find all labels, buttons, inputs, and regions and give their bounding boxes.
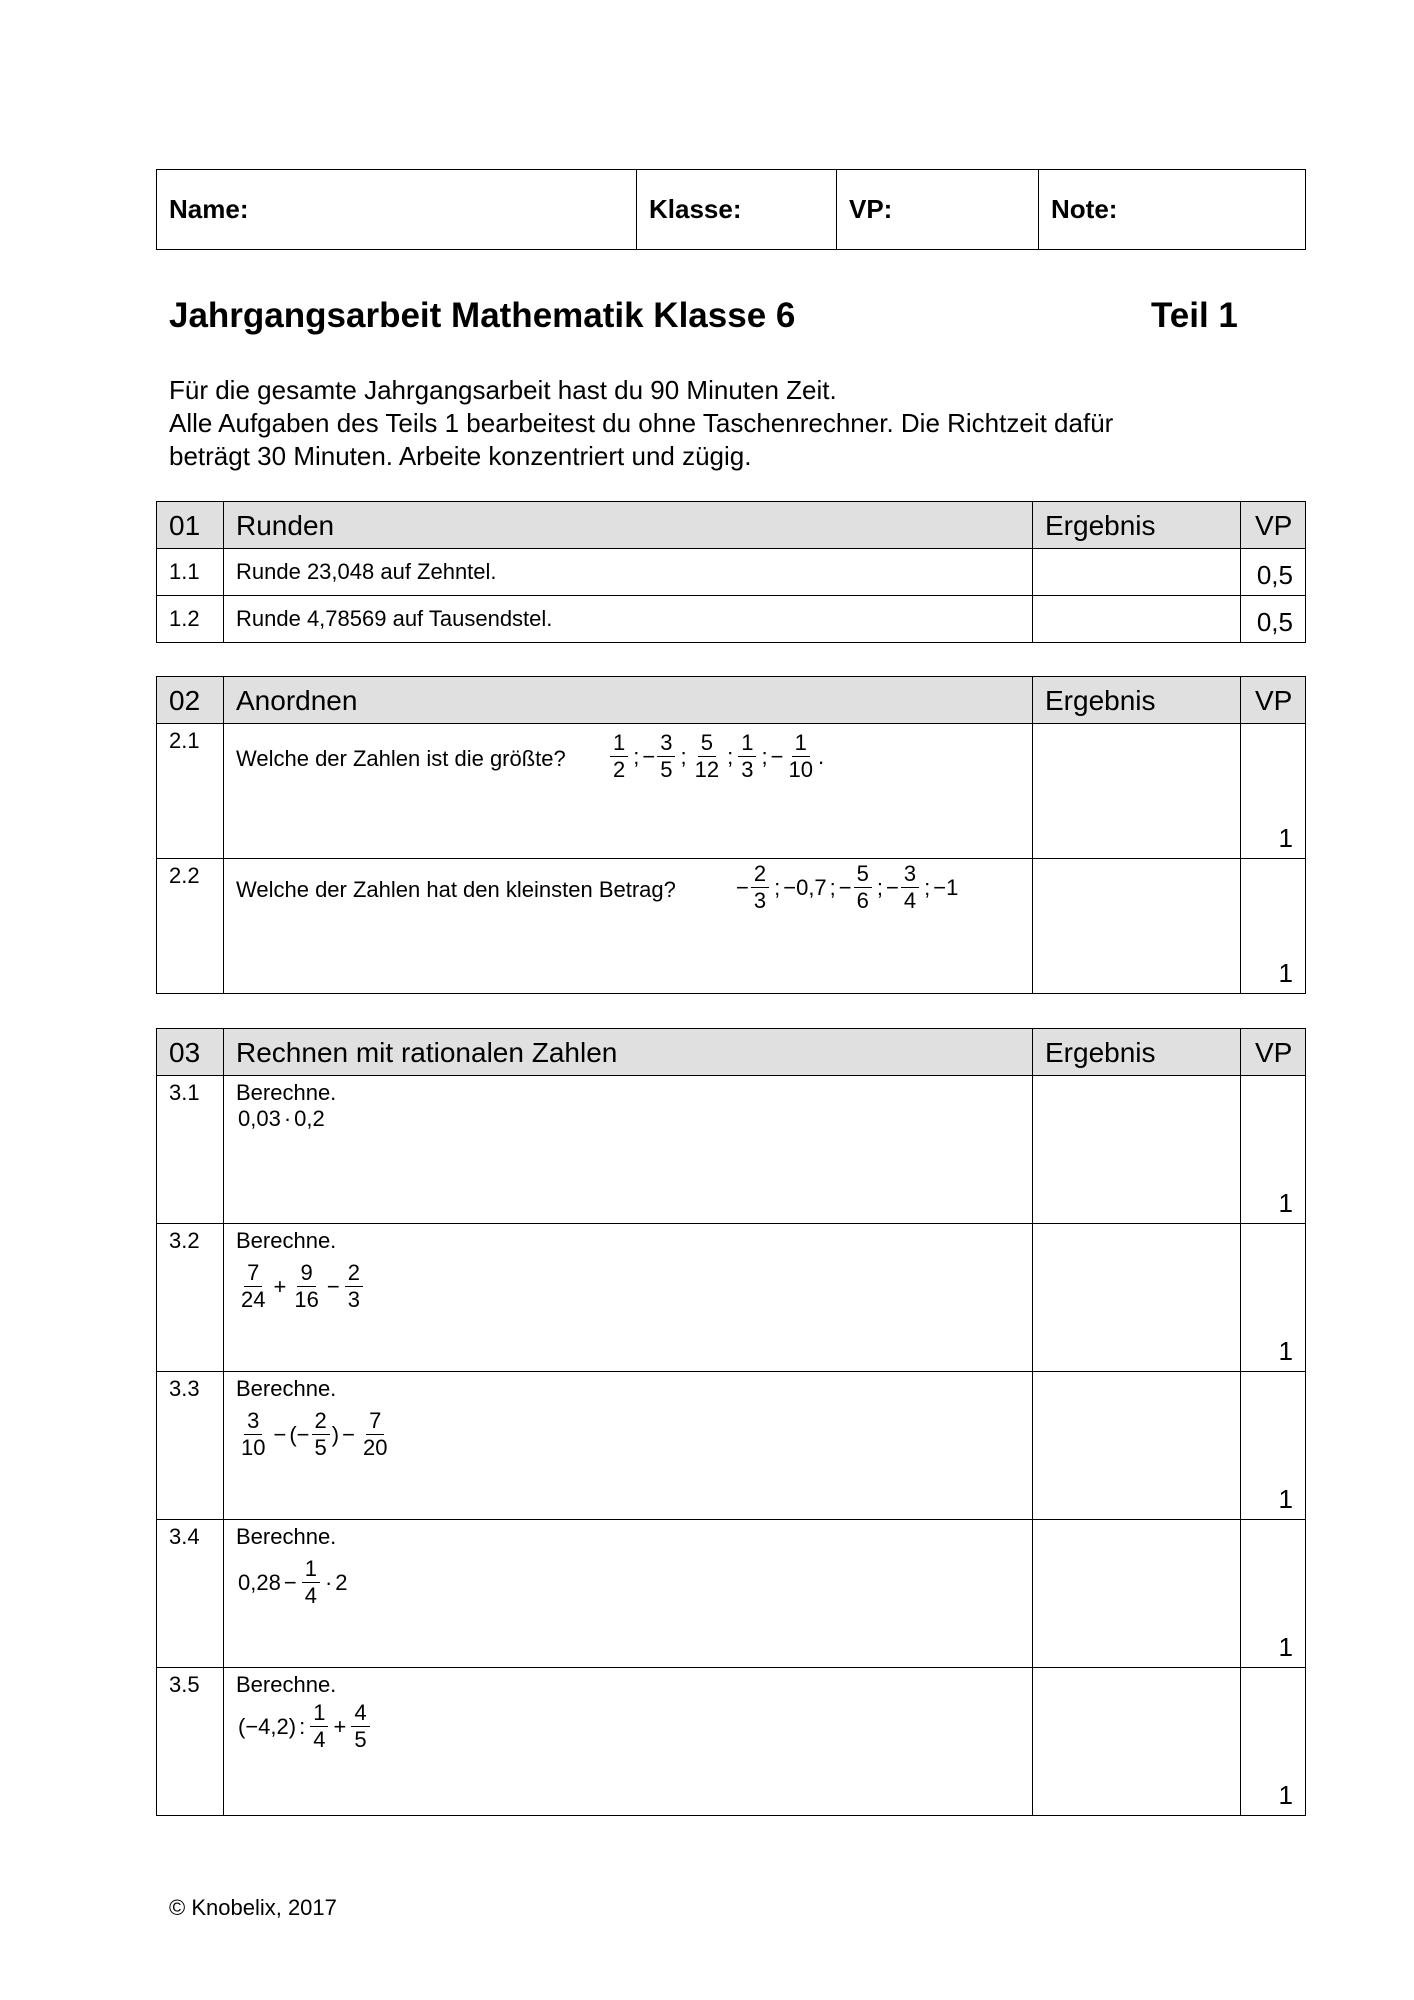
answer-cell[interactable] — [1033, 1372, 1241, 1519]
class-label: Klasse: — [649, 194, 742, 224]
task-points: 1 — [1278, 958, 1293, 988]
result-header: Ergebnis — [1033, 502, 1241, 548]
section-header — [157, 502, 1305, 548]
task-number: 3.2 — [169, 1228, 200, 1253]
vp-field[interactable] — [837, 170, 1039, 249]
fraction: $\frac{1}{4}$ — [302, 1556, 320, 1609]
section-title: Runden — [224, 502, 1033, 548]
fraction: $\frac{7}{24}$ — [241, 1260, 266, 1312]
task-text: Berechne. — [236, 1228, 337, 1253]
task-text: Berechne. — [236, 1080, 337, 1105]
fraction: $\frac{9}{16}$ — [294, 1260, 319, 1312]
fraction: $\frac{1}{4}$ — [310, 1700, 328, 1753]
task-number: 2.2 — [169, 863, 200, 888]
section-number: 03 — [157, 1029, 224, 1075]
answer-cell[interactable] — [1033, 724, 1241, 858]
vp-label: VP: — [849, 194, 893, 224]
task-points: 1 — [1278, 1336, 1293, 1366]
grade-label: Note: — [1051, 194, 1118, 224]
fraction: $\frac{4}{5}$ — [351, 1700, 369, 1753]
result-header: Ergebnis — [1033, 1029, 1241, 1075]
task-number: 3.1 — [169, 1080, 200, 1105]
answer-cell[interactable] — [1033, 1520, 1241, 1667]
task-points: 1 — [1278, 1484, 1293, 1514]
task-text: Welche der Zahlen ist die größte? — [236, 746, 566, 771]
expression: (−4,2) : $\frac{1}{4}$ + $\frac{4}{5}$ — [238, 1700, 372, 1753]
fraction: $\frac{1}{2}$ — [610, 730, 628, 783]
task-number: 1.1 — [169, 559, 200, 584]
name-label: Name: — [169, 194, 249, 224]
number-list: $\frac{1}{2}$ ; − $\frac{3}{5}$ ; $\frac{5}{12}$ ; $\frac{1}{3}$ ; − $\frac{1}{10}$ . — [608, 730, 824, 783]
fraction: $\frac{3}{4}$ — [901, 861, 919, 914]
task-points: 1 — [1278, 1780, 1293, 1810]
student-info-table — [156, 169, 1306, 250]
copyright-footer: © Knobelix, 2017 — [169, 1895, 337, 1920]
task-number: 3.4 — [169, 1524, 200, 1549]
fraction: $\frac{3}{5}$ — [657, 730, 675, 783]
section-number: 02 — [157, 677, 224, 723]
expression: $\frac{7}{24}$ + $\frac{9}{16}$ − $\frac{2}{3}$ — [236, 1260, 365, 1313]
class-field[interactable] — [637, 170, 837, 249]
task-number: 3.5 — [169, 1672, 200, 1697]
vp-header: VP — [1255, 1037, 1293, 1068]
task-row — [157, 1519, 1305, 1667]
fraction: $\frac{5}{6}$ — [854, 861, 872, 914]
fraction: $\frac{7}{20}$ — [362, 1408, 388, 1460]
section-header — [157, 1029, 1305, 1075]
task-number: 1.2 — [169, 606, 200, 631]
task-row — [157, 1371, 1305, 1519]
task-points: 1 — [1278, 1188, 1293, 1218]
task-text: Runde 4,78569 auf Tausendstel. — [236, 606, 553, 631]
number-list: − $\frac{2}{3}$ ; −0,7 ; − $\frac{5}{6}$ ; − $\frac{3}{4}$ ; −1 — [736, 861, 959, 913]
fraction: $\frac{3}{10}$ — [241, 1408, 266, 1460]
task-row — [157, 1075, 1305, 1223]
intro-line: Alle Aufgaben des Teils 1 bearbeitest du ohne Taschenrechner. Die Richtzeit dafür — [169, 408, 1114, 438]
task-text: Welche der Zahlen hat den kleinsten Betrag? — [236, 877, 676, 902]
page-title: Jahrgangsarbeit Mathematik Klasse 6 — [169, 296, 796, 335]
task-points: 1 — [1278, 1632, 1293, 1662]
fraction: $\frac{2}{3}$ — [345, 1260, 363, 1313]
task-text: Runde 23,048 auf Zehntel. — [236, 559, 497, 584]
intro-line: Für die gesamte Jahrgangsarbeit hast du 90 Minuten Zeit. — [169, 375, 837, 405]
section-01-table — [156, 501, 1306, 643]
task-row — [157, 1667, 1305, 1815]
result-header: Ergebnis — [1033, 677, 1241, 723]
part-label: Teil 1 — [1151, 296, 1238, 335]
task-row — [157, 1223, 1305, 1371]
task-points: 0,5 — [1256, 607, 1293, 637]
task-number: 2.1 — [169, 728, 200, 753]
task-text: Berechne. — [236, 1672, 337, 1697]
section-title: Anordnen — [224, 677, 1033, 723]
task-points: 1 — [1278, 823, 1293, 853]
vp-header: VP — [1255, 510, 1293, 541]
section-03-table — [156, 1028, 1306, 1816]
task-text: Berechne. — [236, 1524, 337, 1549]
section-number: 01 — [157, 502, 224, 548]
task-points: 0,5 — [1256, 560, 1293, 590]
answer-cell[interactable] — [1033, 1668, 1241, 1815]
expression: 0,03 · 0,2 — [238, 1106, 325, 1131]
expression: 0,28 − $\frac{1}{4}$ · 2 — [238, 1556, 348, 1608]
section-title: Rechnen mit rationalen Zahlen — [224, 1029, 1033, 1075]
task-row — [157, 595, 1305, 642]
task-text: Berechne. — [236, 1376, 337, 1401]
section-02-table — [156, 676, 1306, 994]
fraction: $\frac{1}{3}$ — [738, 730, 756, 783]
answer-cell[interactable] — [1033, 859, 1241, 993]
answer-cell[interactable] — [1033, 549, 1241, 595]
task-row — [157, 858, 1305, 993]
answer-cell[interactable] — [1033, 596, 1241, 642]
answer-cell[interactable] — [1033, 1076, 1241, 1223]
vp-header: VP — [1255, 685, 1293, 716]
task-row — [157, 723, 1305, 858]
intro-text — [169, 374, 1113, 473]
name-field[interactable] — [157, 170, 637, 249]
task-row — [157, 548, 1305, 595]
grade-field[interactable] — [1039, 170, 1305, 249]
answer-cell[interactable] — [1033, 1224, 1241, 1371]
fraction: $\frac{2}{3}$ — [751, 861, 769, 914]
task-number: 3.3 — [169, 1376, 200, 1401]
section-header — [157, 677, 1305, 723]
expression: $\frac{3}{10}$ − (− $\frac{2}{5}$ ) − $\frac{7}{20}$ — [236, 1408, 392, 1461]
fraction: $\frac{2}{5}$ — [312, 1408, 330, 1461]
intro-line: beträgt 30 Minuten. Arbeite konzentriert und zügig. — [169, 441, 752, 471]
fraction: $\frac{5}{12}$ — [694, 730, 720, 782]
fraction: $\frac{1}{10}$ — [788, 730, 813, 782]
